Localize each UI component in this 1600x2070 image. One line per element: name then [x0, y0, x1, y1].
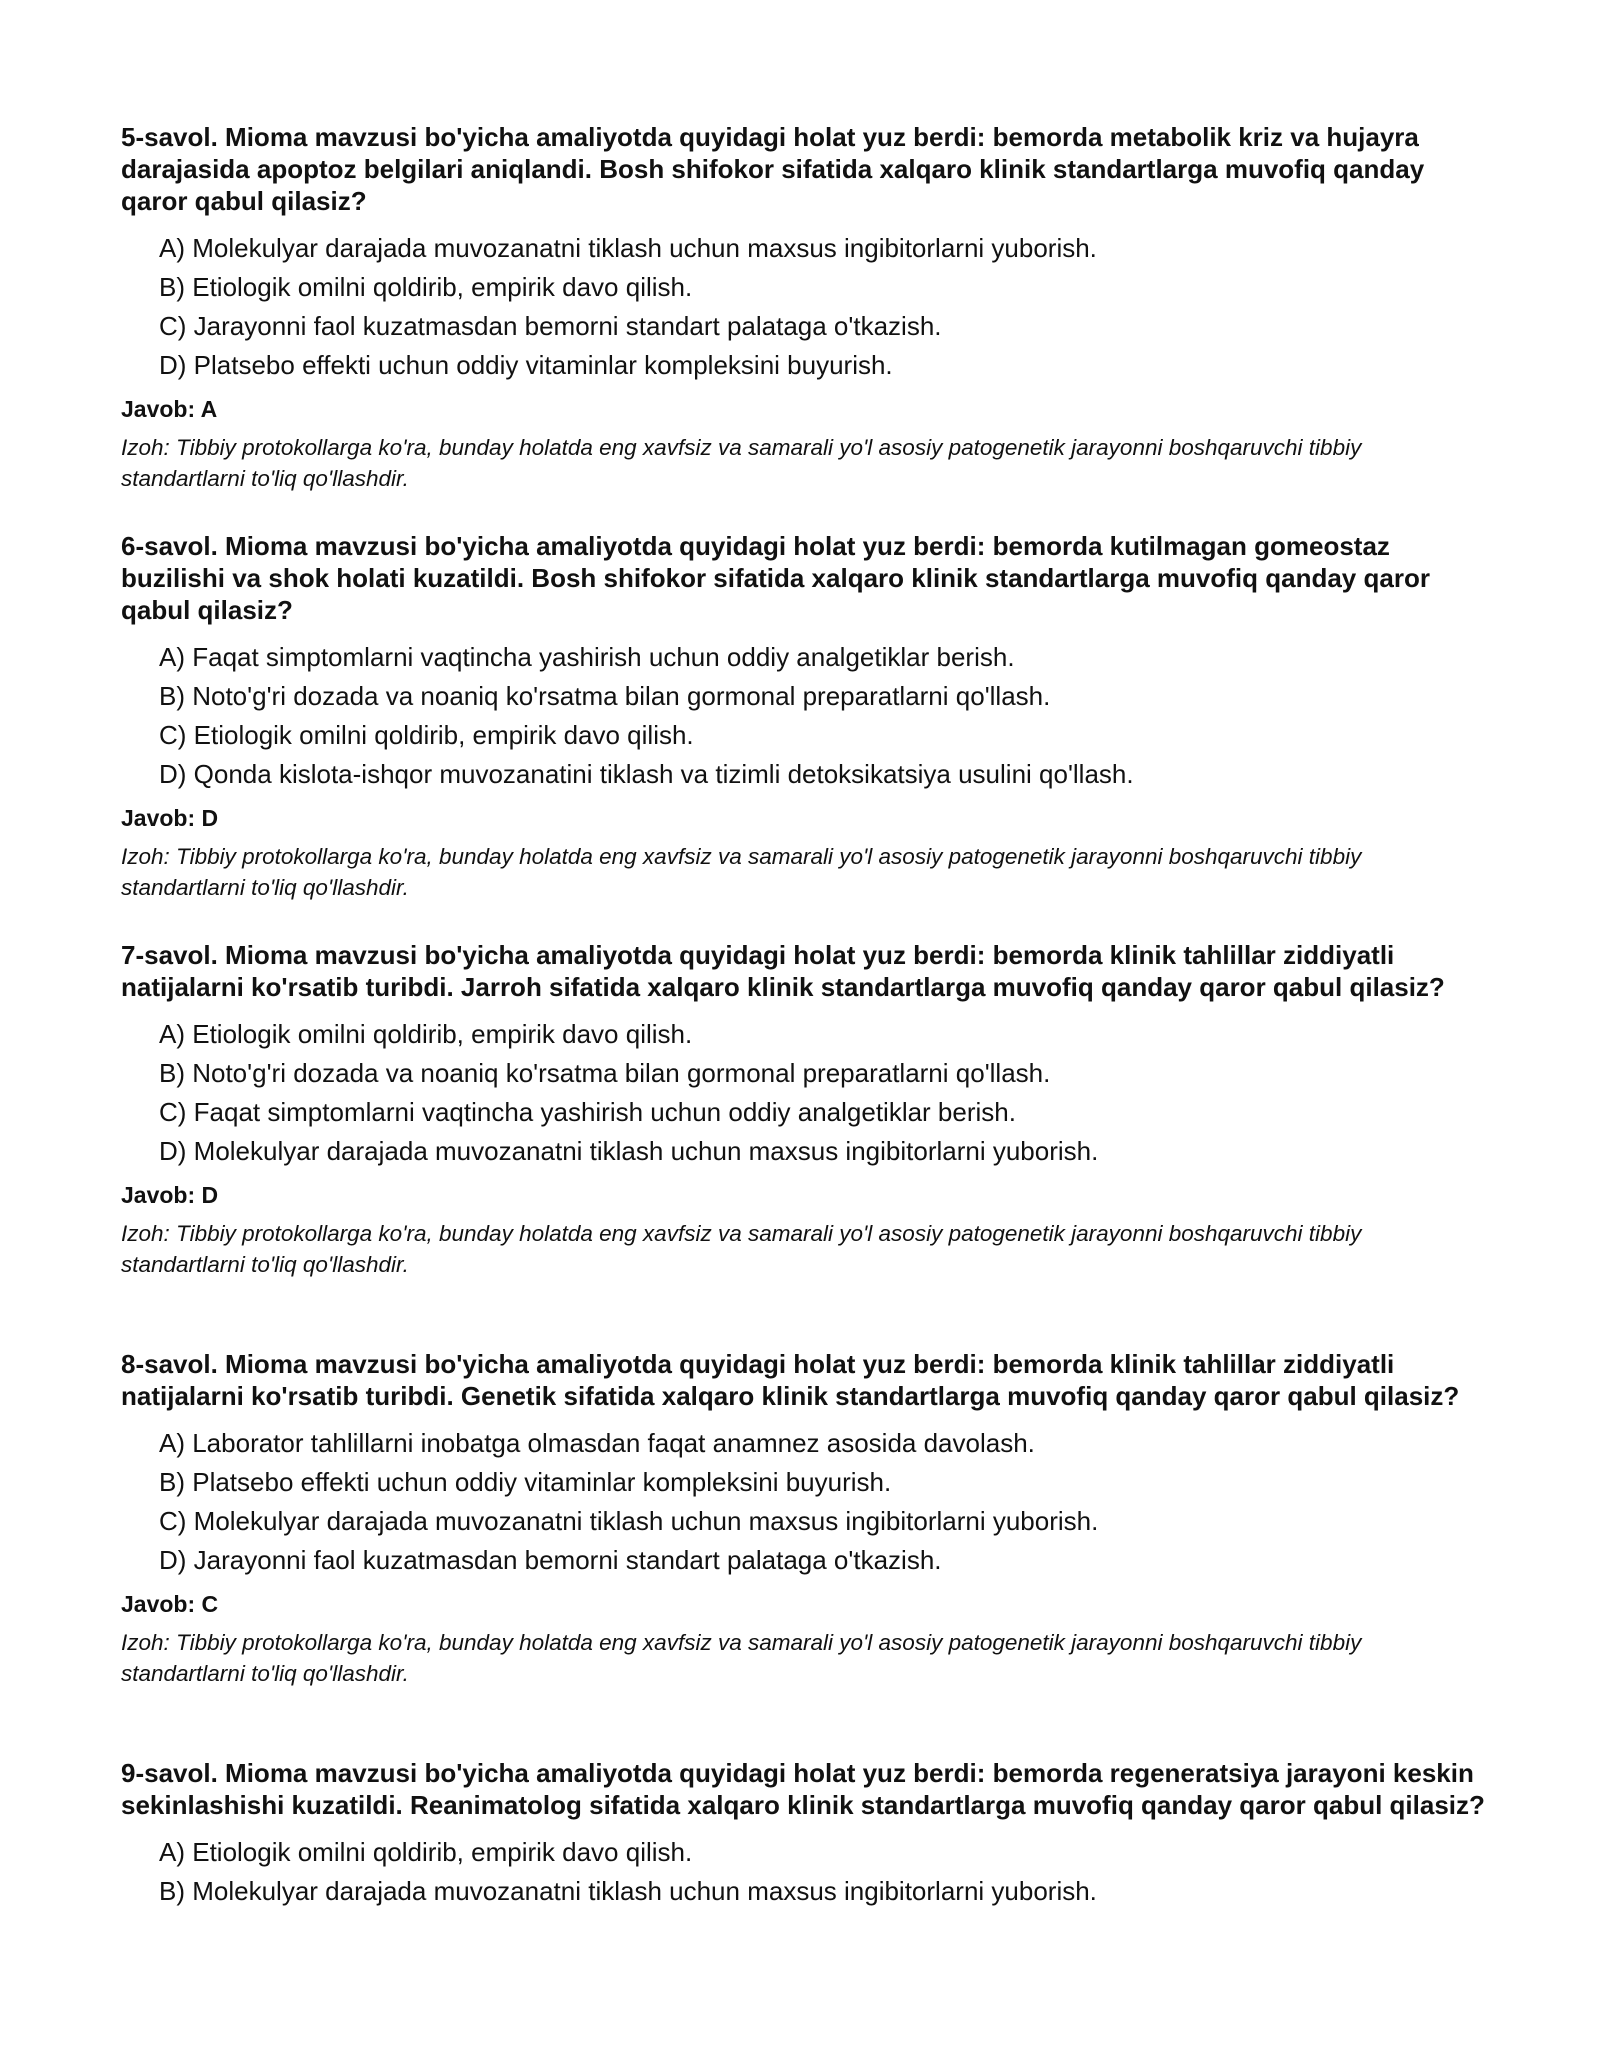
- option-d: D) Platsebo effekti uchun oddiy vitaminlar kompleksini buyurish.: [159, 350, 893, 380]
- options-list: [159, 1015, 1491, 1171]
- question-title: 7-savol. Mioma mavzusi bo'yicha amaliyotda quyidagi holat yuz berdi: bemorda klinik tahlillar ziddiyatli natijalarni ko'rsatib turibdi. Jarroh sifatida xalqaro klinik standartlarga muvofiq qanday qaror qabul qilasiz?: [121, 940, 1445, 1002]
- question-block: [121, 121, 1491, 494]
- option-d: D) Molekulyar darajada muvozanatni tiklash uchun maxsus ingibitorlarni yuborish.: [159, 1136, 1099, 1166]
- answer-label: Javob: D: [121, 805, 219, 831]
- question-block: [121, 1348, 1491, 1689]
- option-c: C) Faqat simptomlarni vaqtincha yashirish uchun oddiy analgetiklar berish.: [159, 1097, 1016, 1127]
- option-b: B) Noto'g'ri dozada va noaniq ko'rsatma bilan gormonal preparatlarni qo'llash.: [159, 1058, 1051, 1088]
- option-b: B) Noto'g'ri dozada va noaniq ko'rsatma bilan gormonal preparatlarni qo'llash.: [159, 681, 1051, 711]
- question-title: 6-savol. Mioma mavzusi bo'yicha amaliyotda quyidagi holat yuz berdi: bemorda kutilmagan gomeostaz buzilishi va shok holati kuzatildi. Bosh shifokor sifatida xalqaro klinik standartlarga muvofiq qanday qaror qabul qilasiz?: [121, 531, 1430, 625]
- option-a: A) Faqat simptomlarni vaqtincha yashirish uchun oddiy analgetiklar berish.: [159, 642, 1015, 672]
- question-title: 8-savol. Mioma mavzusi bo'yicha amaliyotda quyidagi holat yuz berdi: bemorda klinik tahlillar ziddiyatli natijalarni ko'rsatib turibdi. Genetik sifatida xalqaro klinik standartlarga muvofiq qanday qaror qabul qilasiz?: [121, 1349, 1460, 1411]
- options-list: [159, 229, 1491, 385]
- option-d: D) Qonda kislota-ishqor muvozanatini tiklash va tizimli detoksikatsiya usulini qo'llash.: [159, 759, 1134, 789]
- explanation-note: Izoh: Tibbiy protokollarga ko'ra, bunday holatda eng xavfsiz va samarali yo'l asosiy patogenetik jarayonni boshqaruvchi tibbiy standartlarni to'liq qo'llashdir.: [121, 844, 1362, 900]
- option-c: C) Etiologik omilni qoldirib, empirik davo qilish.: [159, 720, 694, 750]
- answer-label: Javob: D: [121, 1182, 219, 1208]
- explanation-note: Izoh: Tibbiy protokollarga ko'ra, bunday holatda eng xavfsiz va samarali yo'l asosiy patogenetik jarayonni boshqaruvchi tibbiy standartlarni to'liq qo'llashdir.: [121, 1630, 1362, 1686]
- option-b: B) Molekulyar darajada muvozanatni tiklash uchun maxsus ingibitorlarni yuborish.: [159, 1876, 1097, 1906]
- option-b: B) Etiologik omilni qoldirib, empirik davo qilish.: [159, 272, 693, 302]
- option-a: A) Laborator tahlillarni inobatga olmasdan faqat anamnez asosida davolash.: [159, 1428, 1035, 1458]
- answer-label: Javob: C: [121, 1591, 219, 1617]
- option-c: C) Molekulyar darajada muvozanatni tiklash uchun maxsus ingibitorlarni yuborish.: [159, 1506, 1099, 1536]
- options-list: [159, 1424, 1491, 1580]
- option-d: D) Jarayonni faol kuzatmasdan bemorni standart palataga o'tkazish.: [159, 1545, 942, 1575]
- options-list: [159, 638, 1491, 794]
- question-block: [121, 939, 1491, 1280]
- option-a: A) Etiologik omilni qoldirib, empirik davo qilish.: [159, 1837, 693, 1867]
- question-title: 5-savol. Mioma mavzusi bo'yicha amaliyotda quyidagi holat yuz berdi: bemorda metabolik kriz va hujayra darajasida apoptoz belgilari aniqlandi. Bosh shifokor sifatida xalqaro klinik standartlarga muvofiq qanday qaror qabul qilasiz?: [121, 122, 1425, 216]
- option-c: C) Jarayonni faol kuzatmasdan bemorni standart palataga o'tkazish.: [159, 311, 942, 341]
- explanation-note: Izoh: Tibbiy protokollarga ko'ra, bunday holatda eng xavfsiz va samarali yo'l asosiy patogenetik jarayonni boshqaruvchi tibbiy standartlarni to'liq qo'llashdir.: [121, 1221, 1362, 1277]
- question-block: [121, 530, 1491, 903]
- explanation-note: Izoh: Tibbiy protokollarga ko'ra, bunday holatda eng xavfsiz va samarali yo'l asosiy patogenetik jarayonni boshqaruvchi tibbiy standartlarni to'liq qo'llashdir.: [121, 435, 1362, 491]
- question-block: [121, 1757, 1491, 1911]
- options-list: [159, 1833, 1491, 1911]
- answer-label: Javob: A: [121, 396, 218, 422]
- option-b: B) Platsebo effekti uchun oddiy vitaminlar kompleksini buyurish.: [159, 1467, 892, 1497]
- option-a: A) Etiologik omilni qoldirib, empirik davo qilish.: [159, 1019, 693, 1049]
- option-a: A) Molekulyar darajada muvozanatni tiklash uchun maxsus ingibitorlarni yuborish.: [159, 233, 1097, 263]
- question-title: 9-savol. Mioma mavzusi bo'yicha amaliyotda quyidagi holat yuz berdi: bemorda regeneratsiya jarayoni keskin sekinlashishi kuzatildi. Reanimatolog sifatida xalqaro klinik standartlarga muvofiq qanday qaror qabul qilasiz?: [121, 1758, 1485, 1820]
